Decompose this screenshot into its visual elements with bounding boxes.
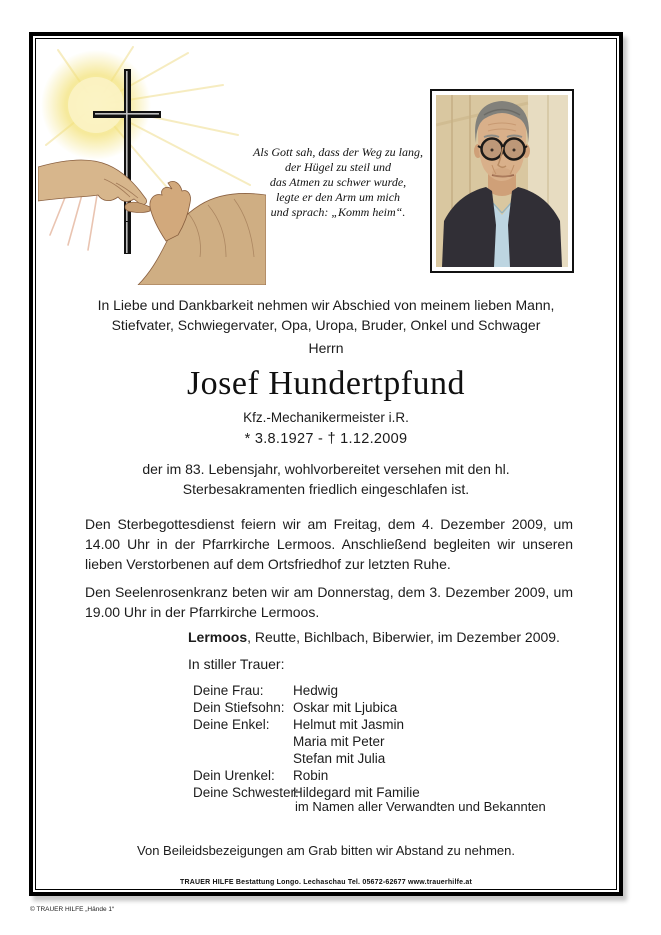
family-label [193, 733, 293, 750]
intro-line-1: In Liebe und Dankbarkeit nehmen wir Abschied von meinem lieben Mann, [97, 297, 555, 313]
death-line-1: der im 83. Lebensjahr, wohlvorbereitet versehen mit den hl. [142, 461, 510, 477]
portrait-photo-frame [430, 89, 574, 273]
verse-line: das Atmen zu schwer wurde, [269, 175, 407, 189]
profession: Kfz.-Mechanikermeister i.R. [243, 410, 409, 425]
death-statement [36, 459, 616, 499]
family-label: Deine Schwester: [193, 785, 299, 800]
intro-text [36, 295, 616, 335]
family-value: Robin [293, 768, 329, 783]
family-label: Dein Stiefsohn: [193, 700, 285, 715]
memorial-verse [232, 145, 444, 220]
family-value: Stefan mit Julia [293, 751, 386, 766]
verse-line: und sprach: „Komm heim“. [270, 205, 406, 219]
intro-line-2: Stiefvater, Schwiegervater, Opa, Uropa, Bruder, Onkel und Schwager [111, 317, 541, 333]
family-value: Oskar mit Ljubica [293, 700, 398, 715]
portrait-photo [436, 95, 568, 267]
verse-line: legte er den Arm um mich [275, 190, 401, 204]
sun-core [68, 77, 124, 133]
funeral-home-line: TRAUER HILFE Bestattung Longo. Lechaschau Tel. 05672-62677 www.trauerhilfe.at [180, 879, 472, 886]
family-footer-note: im Namen aller Verwandten und Bekannten [295, 799, 546, 814]
death-line-2: Sterbesakramenten friedlich eingeschlafen ist. [182, 481, 470, 497]
verse-line: der Hügel zu steil und [285, 160, 391, 174]
memorial-card-inner-border [35, 38, 617, 890]
salutation: Herrn [308, 340, 344, 356]
family-value: Hildegard mit Familie [293, 785, 420, 800]
condolence-note: Von Beileidsbezeigungen am Grab bitten wir Abstand zu nehmen. [137, 843, 515, 858]
life-dates: * 3.8.1927 - † 1.12.2009 [244, 431, 408, 447]
family-label: Dein Urenkel: [193, 768, 275, 783]
family-label [193, 750, 293, 767]
mourning-header: In stiller Trauer: [188, 656, 285, 672]
verse-line: Als Gott sah, dass der Weg zu lang, [253, 145, 423, 159]
family-value: Maria mit Peter [293, 734, 385, 749]
place-date-line [188, 629, 560, 645]
deceased-name: Josef Hundertpfund [186, 365, 466, 402]
place-rest: , Reutte, Bichlbach, Biberwier, im Dezember 2009. [247, 629, 560, 645]
memorial-card [29, 32, 623, 896]
rosary-paragraph: Den Seelenrosenkranz beten wir am Donnerstag, dem 3. Dezember 2009, um 19.00 Uhr in der Pfarrkirche Lermoos. [85, 584, 573, 620]
family-value: Helmut mit Jasmin [293, 717, 405, 732]
service-paragraph: Den Sterbegottesdienst feiern wir am Freitag, dem 4. Dezember 2009, um 14.00 Uhr in der Pfarrkirche Lermoos. Anschließend begleiten wir unseren lieben Verstorbenen auf dem Ortsfriedhof zur letzten Ruhe. [85, 516, 573, 572]
family-list [193, 682, 420, 801]
family-value: Hedwig [293, 683, 339, 698]
cross-lower-segment [124, 221, 131, 254]
copyright-note: © TRAUER HILFE „Hände 1“ [30, 906, 115, 913]
place-name: Lermoos [188, 629, 248, 645]
family-label: Deine Frau: [193, 683, 264, 698]
family-label: Deine Enkel: [193, 717, 270, 732]
